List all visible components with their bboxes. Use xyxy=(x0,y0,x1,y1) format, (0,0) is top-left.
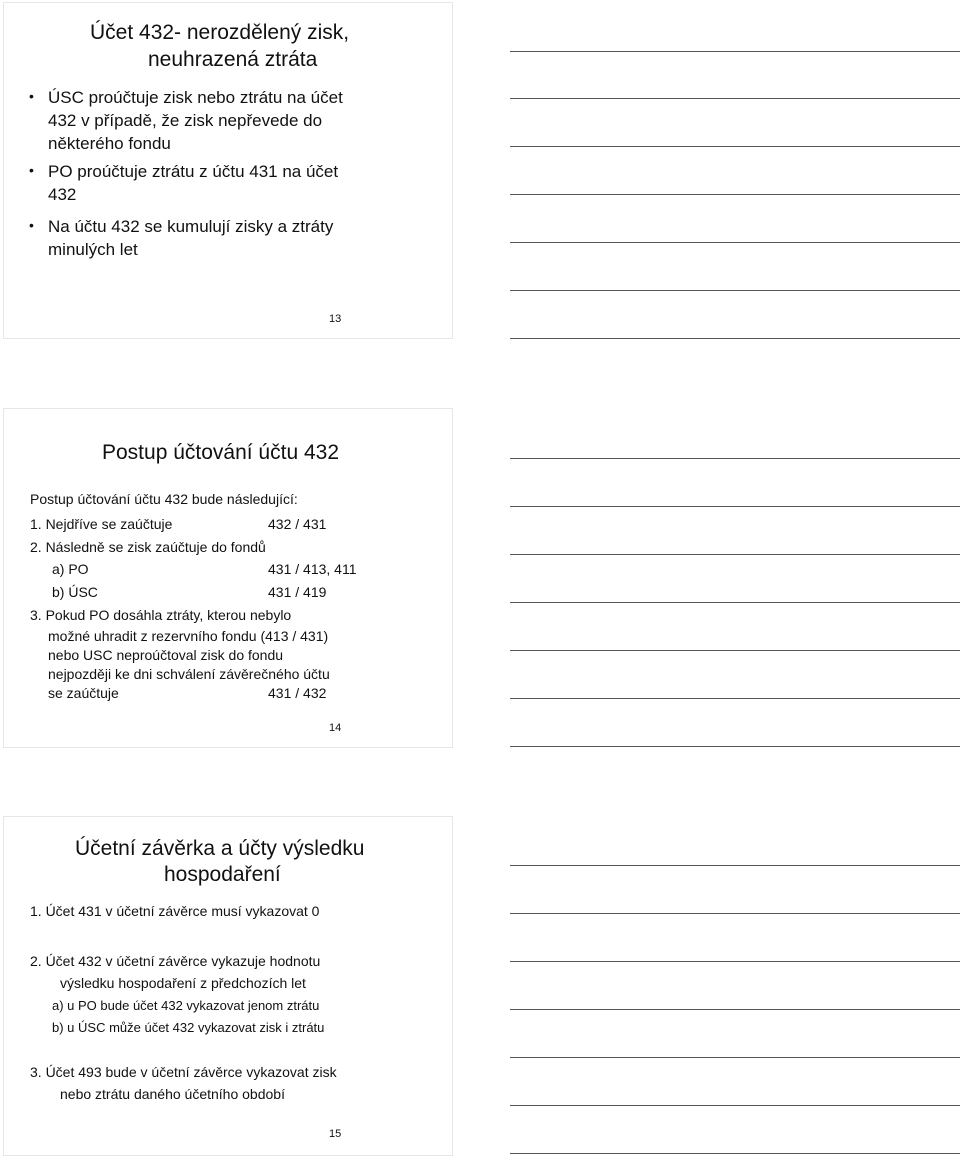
note-line xyxy=(510,865,960,866)
item-1-text: 1. Účet 431 v účetní závěrce musí vykazovat 0 xyxy=(30,903,320,919)
step-2a-value: 431 / 413, 411 xyxy=(268,561,357,577)
bullet-1-line-2: 432 v případě, že zisk nepřevede do xyxy=(48,111,323,130)
item-3-line-2: nebo ztrátu daného účetního období xyxy=(60,1086,285,1102)
step-2b-label: b) ÚSC xyxy=(52,584,98,600)
note-line xyxy=(510,290,960,291)
item-2-line-1: 2. Účet 432 v účetní závěrce vykazuje hodnotu xyxy=(30,953,321,969)
slide-13 xyxy=(3,2,453,339)
step-2a-label: a) PO xyxy=(52,561,89,577)
note-line xyxy=(510,961,960,962)
intro-text: Postup účtování účtu 432 bude následující: xyxy=(30,491,298,507)
page-number: 15 xyxy=(329,1128,342,1140)
note-line xyxy=(510,506,960,507)
note-line xyxy=(510,554,960,555)
bullet-3-line-1: Na účtu 432 se kumulují zisky a ztráty xyxy=(48,217,334,236)
note-line xyxy=(510,1057,960,1058)
note-line xyxy=(510,338,960,339)
item-2b-text: b) u ÚSC může účet 432 vykazovat zisk i ztrátu xyxy=(52,1020,325,1035)
step-1-value: 432 / 431 xyxy=(268,516,327,532)
note-line xyxy=(510,1153,960,1154)
note-line xyxy=(510,51,960,52)
bullet-icon: • xyxy=(29,162,34,178)
step-3-last-label: se zaúčtuje xyxy=(48,685,119,701)
bullet-3-line-2: minulých let xyxy=(48,240,138,259)
step-2b-value: 431 / 419 xyxy=(268,584,327,600)
note-line xyxy=(510,746,960,747)
slide-title-line-1: Účet 432- nerozdělený zisk, xyxy=(90,21,350,44)
page-number: 13 xyxy=(329,313,342,325)
slide-title-line-2: hospodaření xyxy=(164,863,281,886)
slide-15 xyxy=(3,816,453,1156)
step-3-line-1: 3. Pokud PO dosáhla ztráty, kterou nebylo xyxy=(30,607,292,623)
note-line xyxy=(510,194,960,195)
step-1-label: 1. Nejdříve se zaúčtuje xyxy=(30,516,173,532)
bullet-1-line-3: některého fondu xyxy=(48,134,171,153)
slide-title: Postup účtování účtu 432 xyxy=(102,441,339,464)
item-2-line-2: výsledku hospodaření z předchozích let xyxy=(60,975,306,991)
bullet-icon: • xyxy=(29,217,34,233)
bullet-icon: • xyxy=(29,88,34,104)
note-line xyxy=(510,146,960,147)
slide-title-line-1: Účetní závěrka a účty výsledku xyxy=(75,837,365,860)
note-line xyxy=(510,913,960,914)
item-3-line-1: 3. Účet 493 bude v účetní závěrce vykazovat zisk xyxy=(30,1064,337,1080)
item-2a-text: a) u PO bude účet 432 vykazovat jenom ztrátu xyxy=(52,998,320,1013)
slide-14 xyxy=(3,408,453,748)
page-number: 14 xyxy=(329,722,342,734)
note-line xyxy=(510,1105,960,1106)
step-3-line-3: nebo USC neproúčtoval zisk do fondu xyxy=(48,647,284,663)
note-line xyxy=(510,650,960,651)
bullet-2-line-2: 432 xyxy=(48,185,77,204)
step-3-line-4: nejpozději ke dni schválení závěrečného účtu xyxy=(48,666,330,682)
bullet-1-line-1: ÚSC proúčtuje zisk nebo ztrátu na účet xyxy=(48,88,343,107)
bullet-2-line-1: PO proúčtuje ztrátu z účtu 431 na účet xyxy=(48,162,339,181)
note-line xyxy=(510,698,960,699)
note-line xyxy=(510,1009,960,1010)
step-3-last-value: 431 / 432 xyxy=(268,685,327,701)
note-line xyxy=(510,242,960,243)
step-3-line-2: možné uhradit z rezervního fondu (413 / 431) xyxy=(48,628,329,644)
note-line xyxy=(510,98,960,99)
note-line xyxy=(510,458,960,459)
step-2-text: 2. Následně se zisk zaúčtuje do fondů xyxy=(30,539,266,555)
slide-title-line-2: neuhrazená ztráta xyxy=(148,48,318,71)
note-line xyxy=(510,602,960,603)
